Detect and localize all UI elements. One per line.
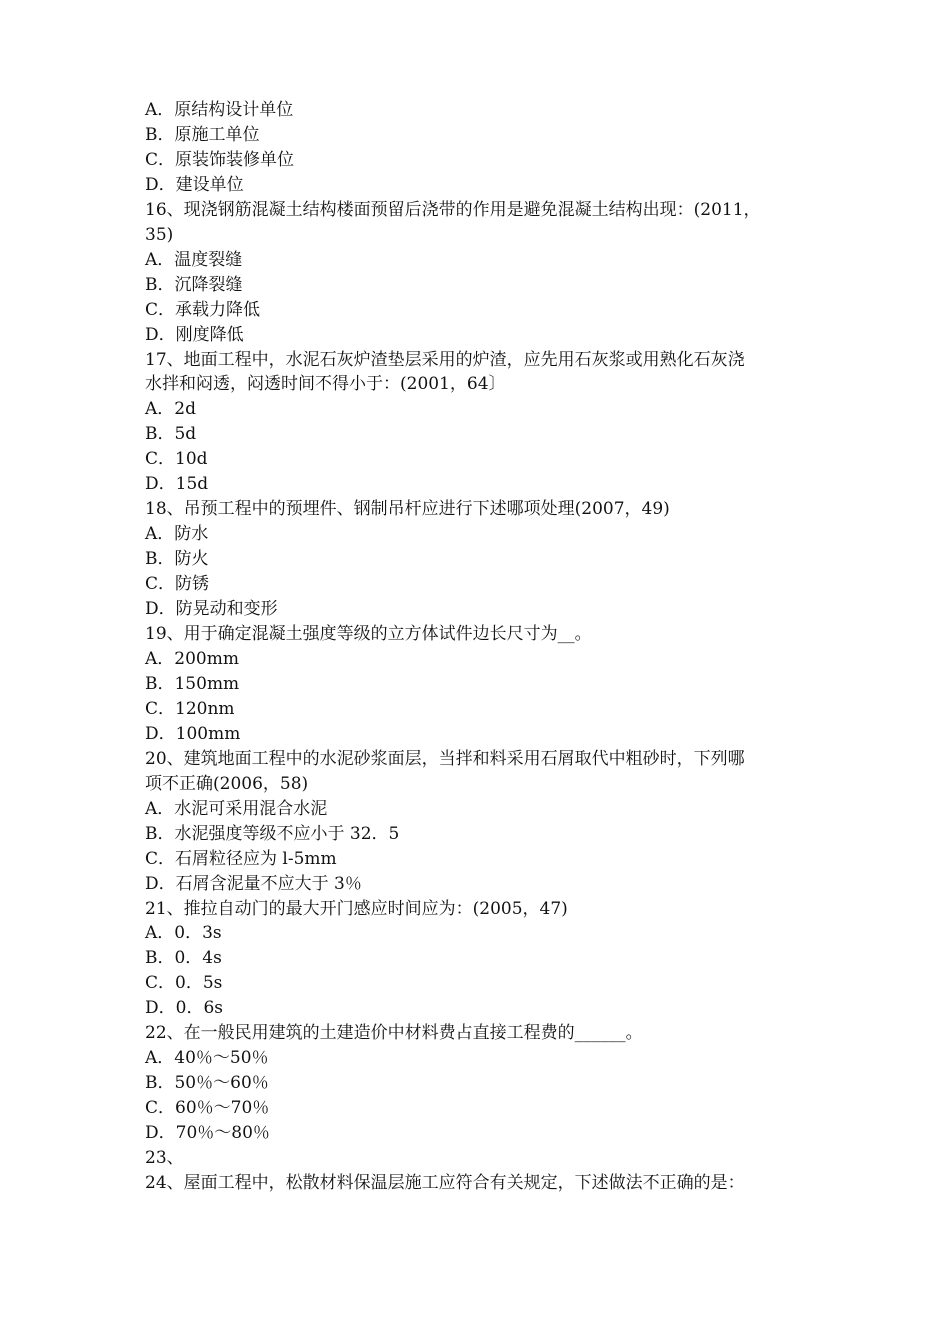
option-b-line: B．沉降裂缝 bbox=[145, 274, 243, 295]
option-b-line: B．原施工单位 bbox=[145, 124, 260, 145]
question-17-line-1: 17、地面工程中，水泥石灰炉渣垫层采用的炉渣，应先用石灰浆或用熟化石灰浇 bbox=[145, 349, 745, 370]
option-b-line: B．0．4s bbox=[145, 948, 222, 969]
question-17-line-2: 水拌和闷透，闷透时间不得小于：(2001，64〕 bbox=[145, 374, 506, 395]
option-a-line: A．水泥可采用混合水泥 bbox=[145, 798, 328, 819]
option-d-line: D．刚度降低 bbox=[145, 324, 244, 345]
option-d-line: D．70％～80％ bbox=[145, 1123, 270, 1144]
option-a-line: A．40％～50％ bbox=[145, 1048, 269, 1069]
option-b-line: B．水泥强度等级不应小于 32．5 bbox=[145, 823, 400, 844]
option-c-line: C．120nm bbox=[145, 698, 235, 719]
question-16-line-1: 16、现浇钢筋混凝土结构楼面预留后浇带的作用是避免混凝土结构出现：(2011， bbox=[145, 199, 761, 220]
option-c-line: C．原装饰装修单位 bbox=[145, 149, 295, 170]
option-c-line: C．10d bbox=[145, 449, 208, 470]
option-b-line: B．50％～60％ bbox=[145, 1073, 269, 1094]
option-c-line: C．石屑粒径应为 l-5mm bbox=[145, 848, 337, 869]
option-d-line: D．建设单位 bbox=[145, 174, 244, 195]
option-d-line: D．15d bbox=[145, 474, 209, 495]
question-16-line-2: 35) bbox=[145, 224, 174, 245]
question-22-line: 22、在一般民用建筑的土建造价中材料费占直接工程费的______。 bbox=[145, 1023, 643, 1044]
option-a-line: A．2d bbox=[145, 399, 196, 420]
option-a-line: A．200mm bbox=[145, 648, 239, 669]
option-a-line: A．防水 bbox=[145, 524, 209, 545]
option-c-line: C．0．5s bbox=[145, 973, 223, 994]
question-20-line-2: 项不正确(2006，58) bbox=[145, 773, 309, 794]
question-23-line: 23、 bbox=[145, 1148, 184, 1169]
question-18-line: 18、吊预工程中的预埋件、钢制吊杆应进行下述哪项处理(2007，49) bbox=[145, 499, 670, 520]
question-19-line: 19、用于确定混凝土强度等级的立方体试件边长尺寸为__。 bbox=[145, 624, 592, 645]
question-24-line: 24、屋面工程中，松散材料保温层施工应符合有关规定，下述做法不正确的是： bbox=[145, 1172, 745, 1193]
option-d-line: D．0．6s bbox=[145, 998, 223, 1019]
question-21-line: 21、推拉自动门的最大开门感应时间应为：(2005，47) bbox=[145, 898, 568, 919]
option-d-line: D．石屑含泥量不应大于 3％ bbox=[145, 873, 362, 894]
option-a-line: A．0．3s bbox=[145, 923, 222, 944]
option-c-line: C．承载力降低 bbox=[145, 299, 261, 320]
option-b-line: B．5d bbox=[145, 424, 197, 445]
option-b-line: B．150mm bbox=[145, 673, 240, 694]
option-c-line: C．防锈 bbox=[145, 574, 210, 595]
question-20-line-1: 20、建筑地面工程中的水泥砂浆面层，当拌和料采用石屑取代中粗砂时，下列哪 bbox=[145, 748, 745, 769]
option-a-line: A．原结构设计单位 bbox=[145, 100, 294, 120]
option-c-line: C．60％～70％ bbox=[145, 1098, 270, 1119]
option-d-line: D．100mm bbox=[145, 723, 241, 744]
document-body bbox=[145, 98, 815, 1196]
option-a-line: A．温度裂缝 bbox=[145, 249, 243, 270]
option-d-line: D．防晃动和变形 bbox=[145, 599, 278, 620]
option-b-line: B．防火 bbox=[145, 549, 209, 570]
